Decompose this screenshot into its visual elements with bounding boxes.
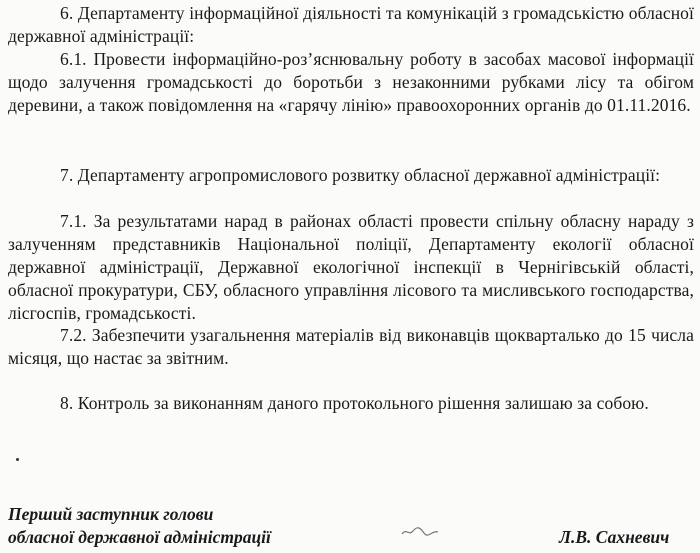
paragraph-6: 6. Департаменту інформаційної діяльності та комунікацій з громадськістю обласної державної адміністрації: [8, 3, 694, 46]
paragraph-7-2: 7.2. Забезпечити узагальнення матеріалів від виконавців щокварталько до 15 числа місяця, що настає за звітним. [8, 325, 694, 368]
signatory-title-line1: Перший заступник голови [8, 504, 214, 524]
paragraph-7: 7. Департаменту агропромислового розвитку обласної державної адміністрації: [60, 165, 661, 185]
signatory-title-line2: обласної державної адміністрації [8, 527, 271, 547]
stray-mark [16, 458, 19, 461]
paragraph-7-1: 7.1. За результатами нарад в районах області провести спільну обласну нараду з залученням представників Національної поліції, Департаменту екології обласної державної адміністрації, Державної екологічної інспекції в Чернігівській області, обласної прокуратури, СБУ, обласного управління лісового та мисливського господарства, лісгоспів, громадськості. [8, 211, 694, 323]
paragraph-6-1: 6.1. Провести інформаційно-роз’яснювальну роботу в засобах масової інформації щодо залучення громадськості до боротьби з незаконними рубками лісу та обігом деревини, а також повідомлення на «гарячу лінію» правоохоронних органів до 01.11.2016. [8, 49, 694, 115]
signatory-name: Л.В. Сахневич [559, 527, 670, 547]
handwritten-signature [400, 522, 440, 540]
paragraph-8: 8. Контроль за виконанням даного протокольного рішення залишаю за собою. [60, 393, 649, 413]
